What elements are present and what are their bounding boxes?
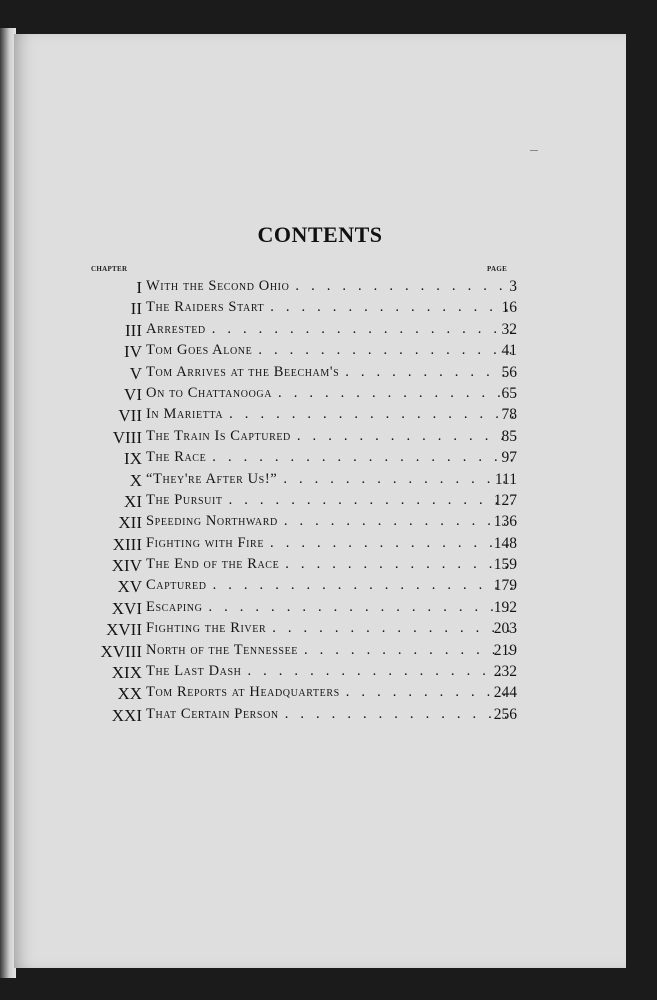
page-number: 85 — [501, 427, 517, 445]
chapter-title: Fighting with Fire — [146, 534, 265, 551]
dot-leader — [304, 642, 514, 659]
chapter-title: That Certain Person — [146, 705, 279, 722]
chapter-number: XVI — [111, 598, 142, 618]
toc-row — [14, 490, 626, 511]
dot-leader — [285, 556, 514, 573]
dot-leader — [212, 449, 514, 466]
dot-leader — [229, 492, 514, 509]
chapter-number: IX — [124, 449, 142, 469]
chapter-title: With the Second Ohio — [146, 278, 290, 294]
page-number: 3 — [509, 278, 517, 295]
page-number: 179 — [493, 577, 517, 595]
toc-list — [14, 276, 626, 725]
chapter-title: Fighting the River — [146, 620, 267, 637]
chapter-number: V — [129, 363, 142, 383]
dot-leader — [247, 663, 514, 680]
dot-leader — [278, 385, 514, 402]
chapter-title: Captured — [146, 577, 207, 594]
page-number: 159 — [493, 556, 517, 574]
chapter-title: The Last Dash — [146, 663, 242, 680]
page-number: 203 — [493, 620, 517, 638]
toc-row — [14, 640, 626, 661]
chapter-number: II — [130, 299, 142, 319]
chapter-number: III — [125, 320, 142, 340]
chapter-title: The Pursuit — [146, 491, 223, 508]
dot-leader — [212, 321, 514, 338]
page-number: 97 — [501, 449, 517, 467]
dot-leader — [272, 620, 514, 637]
toc-row — [14, 618, 626, 639]
page-number: 136 — [493, 513, 517, 531]
chapter-title: Tom Goes Alone — [146, 342, 253, 359]
page-number: 232 — [493, 663, 517, 681]
chapter-number: VIII — [112, 427, 142, 447]
page-number: 111 — [494, 470, 517, 488]
book-page — [14, 34, 626, 968]
page-number: 256 — [493, 705, 517, 723]
dot-leader — [297, 428, 514, 445]
toc-row — [14, 554, 626, 575]
chapter-title: The Train Is Captured — [146, 427, 291, 444]
dot-leader — [229, 406, 514, 423]
dot-leader — [345, 364, 514, 381]
chapter-title: On to Chattanooga — [146, 384, 273, 401]
toc-row — [14, 340, 626, 361]
page-number: 78 — [501, 406, 517, 424]
toc-row — [14, 575, 626, 596]
chapter-number: IV — [124, 342, 142, 362]
chapter-title: North of the Tennessee — [146, 641, 298, 658]
dot-leader — [284, 513, 514, 530]
toc-row — [14, 682, 626, 703]
chapter-title: Tom Arrives at the Beecham's — [146, 363, 340, 380]
chapter-number: XII — [118, 513, 142, 533]
toc-row — [14, 469, 626, 490]
chapter-number: XV — [117, 577, 142, 597]
chapter-number: XX — [117, 684, 142, 704]
toc-row — [14, 533, 626, 554]
page-column-heading: PAGE — [487, 265, 508, 273]
toc-row — [14, 447, 626, 468]
chapter-number: I — [136, 278, 142, 297]
chapter-number: XXI — [111, 705, 142, 725]
chapter-title: The End of the Race — [146, 556, 280, 573]
toc-row — [14, 661, 626, 682]
chapter-column-heading: CHAPTER — [91, 265, 128, 273]
chapter-number: XVII — [106, 620, 142, 640]
toc-row — [14, 362, 626, 383]
toc-row — [14, 297, 626, 318]
page-number: 148 — [493, 534, 517, 552]
chapter-number: XIV — [111, 556, 142, 576]
page-number: 32 — [501, 320, 517, 338]
page-number: 41 — [501, 342, 517, 360]
page-number: 65 — [501, 384, 517, 402]
dot-leader — [213, 577, 514, 594]
page-number: 56 — [501, 363, 517, 381]
dot-leader — [258, 342, 514, 359]
contents-title: CONTENTS — [257, 222, 383, 247]
dot-leader — [270, 299, 514, 316]
toc-row — [14, 383, 626, 404]
toc-row — [14, 511, 626, 532]
toc-row — [14, 704, 626, 725]
toc-row — [14, 319, 626, 340]
dot-leader — [270, 535, 514, 552]
toc-row — [14, 276, 626, 297]
chapter-title: “They're After Us!” — [146, 470, 278, 487]
page-number: 127 — [493, 491, 517, 509]
page-mark — [530, 150, 538, 151]
chapter-title: Speeding Northward — [146, 513, 278, 530]
chapter-number: VI — [124, 384, 142, 404]
page-number: 244 — [493, 684, 517, 702]
chapter-title: Escaping — [146, 598, 203, 615]
page-number: 219 — [493, 641, 517, 659]
dot-leader — [283, 471, 514, 488]
dot-leader — [285, 706, 514, 723]
chapter-title: The Race — [146, 449, 207, 466]
dot-leader — [208, 599, 514, 616]
dot-leader — [346, 684, 514, 701]
dot-leader — [295, 278, 514, 295]
chapter-number: XIII — [112, 534, 142, 554]
chapter-title: Arrested — [146, 320, 206, 337]
toc-row — [14, 404, 626, 425]
chapter-title: In Marietta — [146, 406, 224, 423]
page-number: 16 — [501, 299, 517, 317]
chapter-title: The Raiders Start — [146, 299, 265, 316]
chapter-number: X — [129, 470, 142, 490]
chapter-number: XI — [124, 491, 142, 511]
toc-row — [14, 597, 626, 618]
chapter-number: XIX — [111, 663, 142, 683]
chapter-number: XVIII — [100, 641, 142, 661]
toc-row — [14, 426, 626, 447]
chapter-number: VII — [118, 406, 142, 426]
page-number: 192 — [493, 598, 517, 616]
chapter-title: Tom Reports at Headquarters — [146, 684, 340, 701]
